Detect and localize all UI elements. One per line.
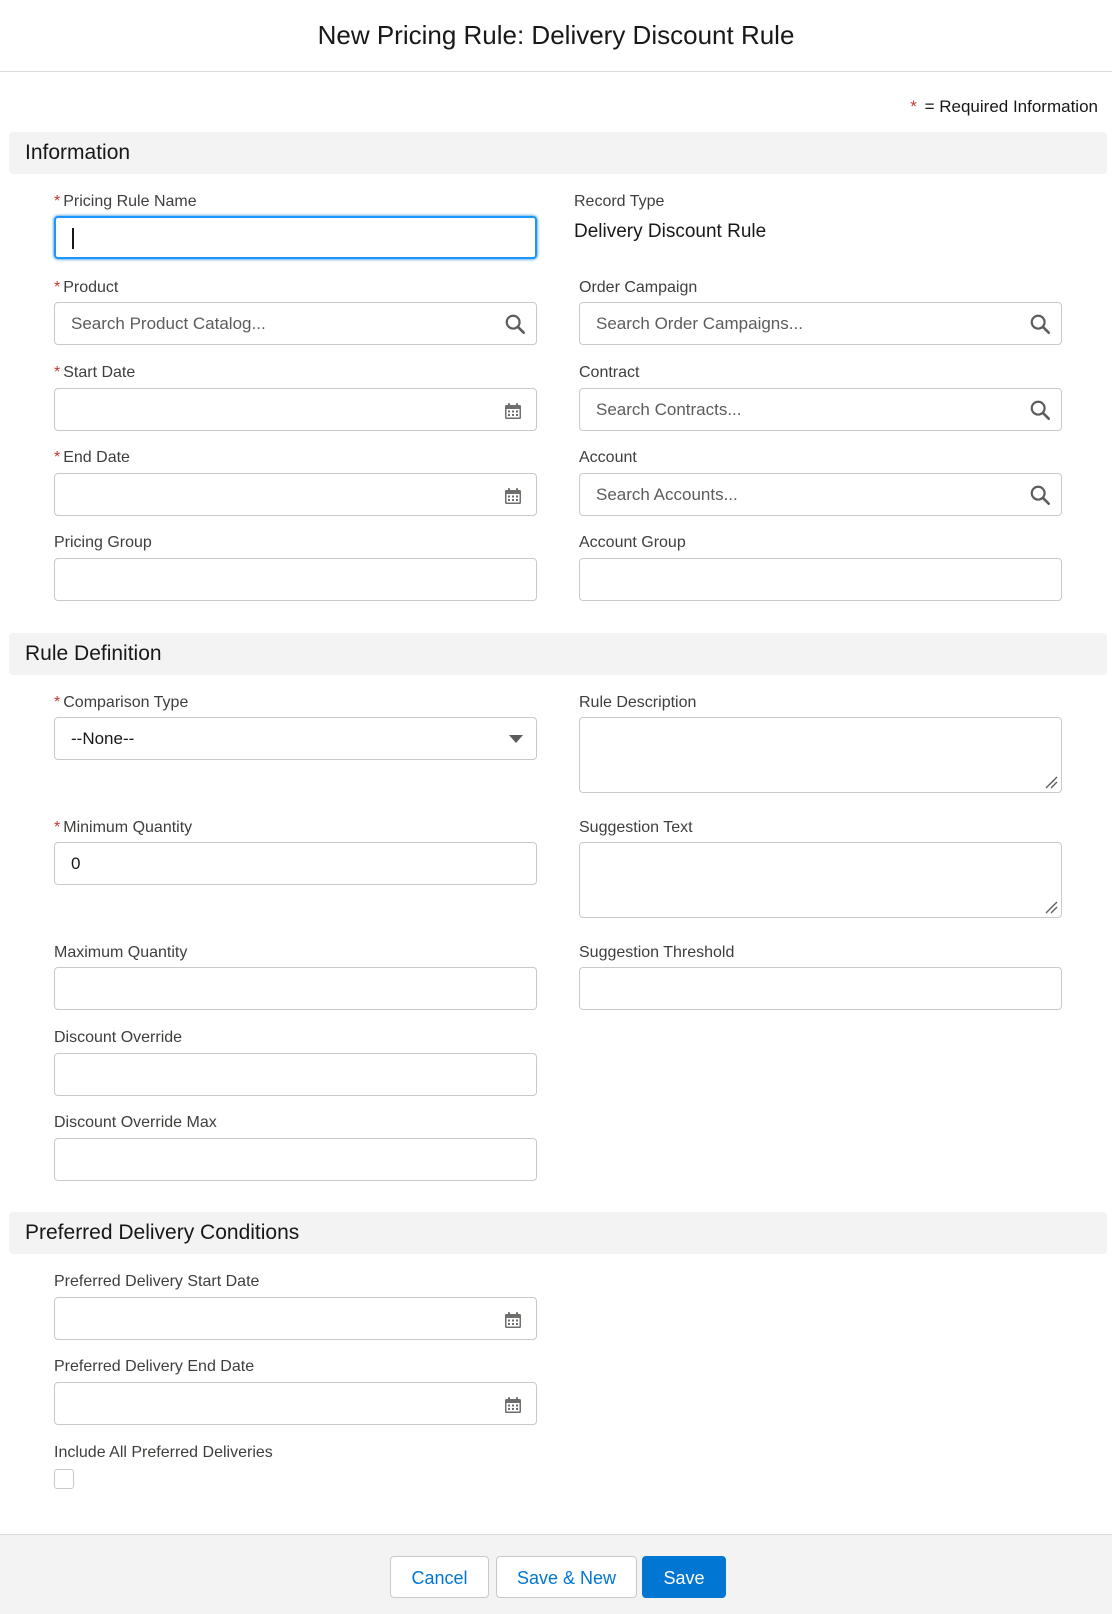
pricing-group-label: Pricing Group <box>54 534 152 551</box>
minimum-quantity-input[interactable] <box>54 842 537 885</box>
chevron-down-icon[interactable] <box>508 733 524 745</box>
suggestion-threshold-label: Suggestion Threshold <box>579 944 735 961</box>
preferred-delivery-start-date-label: Preferred Delivery Start Date <box>54 1273 260 1290</box>
required-asterisk: * <box>54 279 61 296</box>
section-rule-definition[interactable] <box>9 633 1107 675</box>
suggestion-text-textarea[interactable] <box>579 842 1062 918</box>
include-all-preferred-deliveries-checkbox[interactable] <box>54 1469 74 1489</box>
rule-description-textarea[interactable] <box>579 717 1062 793</box>
search-icon[interactable] <box>504 313 526 335</box>
calendar-icon[interactable] <box>504 1311 522 1329</box>
calendar-icon[interactable] <box>504 487 522 505</box>
include-all-preferred-deliveries-label: Include All Preferred Deliveries <box>54 1444 273 1461</box>
start-date-label: * Start Date <box>54 364 136 381</box>
maximum-quantity-input[interactable] <box>54 967 537 1010</box>
suggestion-threshold-input[interactable] <box>579 967 1062 1010</box>
required-asterisk: * <box>910 97 917 116</box>
comparison-type-select[interactable] <box>54 717 537 760</box>
section-information-title: Information <box>25 141 131 164</box>
account-group-input[interactable] <box>579 558 1062 601</box>
required-asterisk: * <box>54 364 61 381</box>
cancel-button[interactable]: Cancel <box>390 1556 489 1598</box>
discount-override-max-input[interactable] <box>54 1138 537 1181</box>
pricing-rule-name-label: * Pricing Rule Name <box>54 193 197 210</box>
contract-label: Contract <box>579 364 640 381</box>
save-and-new-button[interactable]: Save & New <box>496 1556 637 1598</box>
account-group-label: Account Group <box>579 534 686 551</box>
contract-placeholder: Search Contracts... <box>596 400 742 419</box>
section-preferred-delivery-title: Preferred Delivery Conditions <box>25 1221 300 1244</box>
account-label: Account <box>579 449 637 466</box>
maximum-quantity-label: Maximum Quantity <box>54 944 188 961</box>
product-label: * Product <box>54 279 119 296</box>
required-asterisk: * <box>54 449 61 466</box>
product-search-input[interactable] <box>54 302 537 345</box>
rule-description-label: Rule Description <box>579 694 697 711</box>
text-cursor <box>72 228 74 249</box>
resize-grip-icon[interactable] <box>1044 775 1058 789</box>
order-campaign-label: Order Campaign <box>579 279 698 296</box>
pricing-rule-name-input[interactable] <box>54 216 537 259</box>
comparison-type-label: * Comparison Type <box>54 694 189 711</box>
section-preferred-delivery[interactable] <box>9 1212 1107 1254</box>
section-information[interactable] <box>9 132 1107 174</box>
calendar-icon[interactable] <box>504 402 522 420</box>
pricing-group-input[interactable] <box>54 558 537 601</box>
required-legend <box>910 97 1098 117</box>
contract-search-input[interactable] <box>579 388 1062 431</box>
section-rule-definition-title: Rule Definition <box>25 642 162 665</box>
suggestion-text-label: Suggestion Text <box>579 819 693 836</box>
discount-override-input[interactable] <box>54 1053 537 1096</box>
record-type-value: Delivery Discount Rule <box>574 221 767 242</box>
save-button[interactable]: Save <box>642 1556 726 1598</box>
product-placeholder: Search Product Catalog... <box>71 314 266 333</box>
minimum-quantity-label: * Minimum Quantity <box>54 819 193 836</box>
discount-override-label: Discount Override <box>54 1029 183 1046</box>
preferred-delivery-end-date-label: Preferred Delivery End Date <box>54 1358 255 1375</box>
required-asterisk: * <box>54 193 61 210</box>
discount-override-max-label: Discount Override Max <box>54 1114 217 1131</box>
resize-grip-icon[interactable] <box>1044 900 1058 914</box>
search-icon[interactable] <box>1029 484 1051 506</box>
preferred-delivery-end-date-input[interactable] <box>54 1382 537 1425</box>
record-type-label: Record Type <box>574 193 665 210</box>
preferred-delivery-start-date-input[interactable] <box>54 1297 537 1340</box>
start-date-input[interactable] <box>54 388 537 431</box>
comparison-type-value: --None-- <box>71 729 135 748</box>
required-legend-text: = Required Information <box>924 97 1098 116</box>
search-icon[interactable] <box>1029 399 1051 421</box>
account-placeholder: Search Accounts... <box>596 485 738 504</box>
end-date-input[interactable] <box>54 473 537 516</box>
required-asterisk: * <box>54 694 61 711</box>
order-campaign-placeholder: Search Order Campaigns... <box>596 314 803 333</box>
modal-title: New Pricing Rule: Delivery Discount Rule <box>0 0 1112 72</box>
account-search-input[interactable] <box>579 473 1062 516</box>
required-asterisk: * <box>54 819 61 836</box>
minimum-quantity-value: 0 <box>71 854 81 873</box>
search-icon[interactable] <box>1029 313 1051 335</box>
calendar-icon[interactable] <box>504 1396 522 1414</box>
order-campaign-search-input[interactable] <box>579 302 1062 345</box>
end-date-label: * End Date <box>54 449 130 466</box>
